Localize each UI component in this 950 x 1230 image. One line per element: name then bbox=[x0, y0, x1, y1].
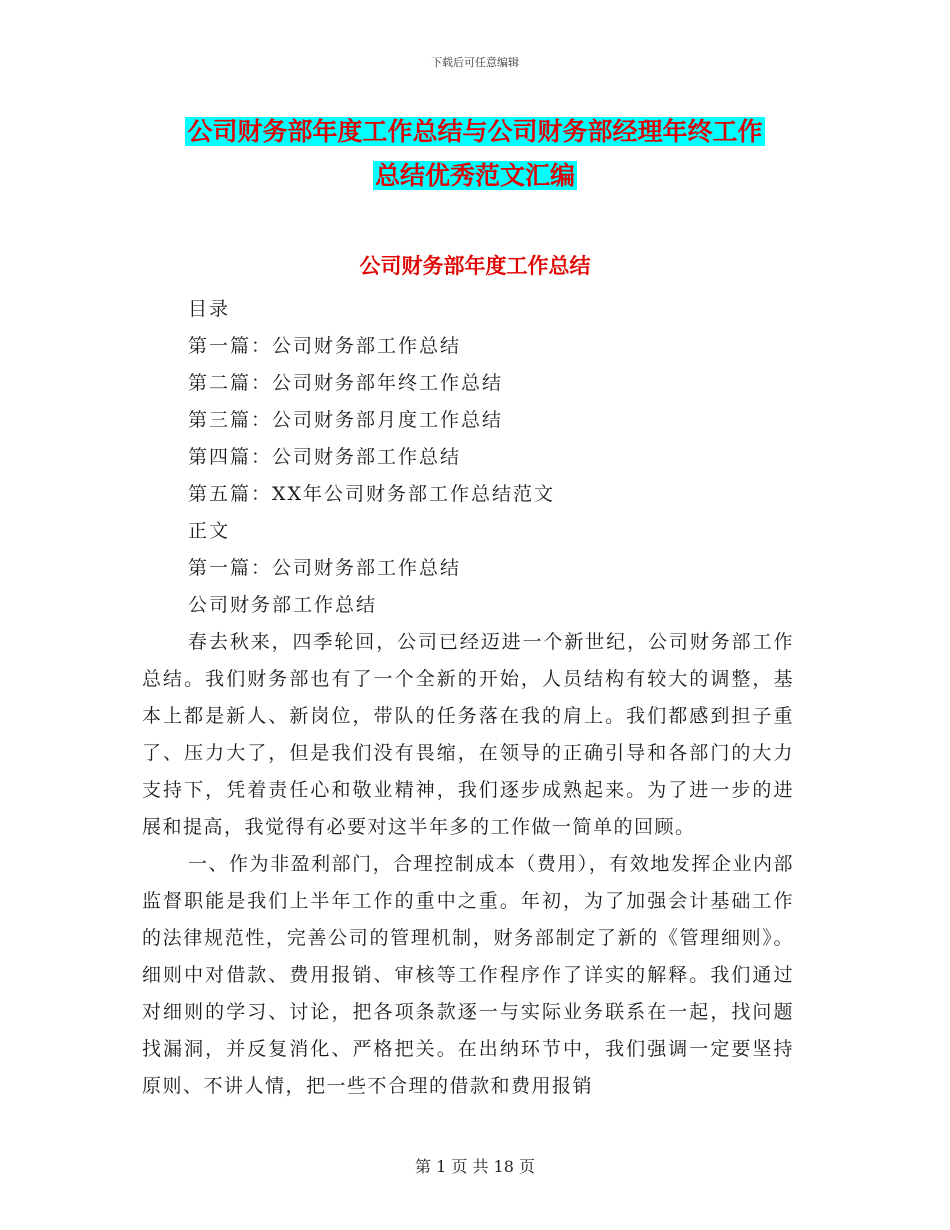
title-line-2: 总结优秀范文汇编 bbox=[374, 161, 575, 190]
table-of-contents bbox=[188, 294, 828, 627]
toc-item: 第三篇：公司财务部月度工作总结 bbox=[188, 409, 504, 431]
chapter-heading: 第一篇：公司财务部工作总结 bbox=[188, 557, 462, 579]
header-note: 下载后可任意编辑 bbox=[431, 56, 519, 69]
page-footer: 第 1 页 共 18 页 bbox=[415, 1157, 535, 1176]
toc-item: 第二篇：公司财务部年终工作总结 bbox=[188, 372, 504, 394]
paragraph: 一、作为非盈利部门，合理控制成本（费用），有效地发挥企业内部监督职能是我们上半年工作的重中之重。年初，为了加强会计基础工作的法律规范性，完善公司的管理机制，财务部制定了新的《管理细则》。细则中对借款、费用报销、审核等工作程序作了详实的解释。我们通过对细则的学习、讨论，把各项条款逐一与实际业务联系在一起，找问题找漏洞，并反复消化、严格把关。在出纳环节中，我们强调一定要坚持原则、不讲人情，把一些不合理的借款和费用报销 bbox=[142, 853, 794, 1097]
body-text bbox=[142, 624, 794, 1105]
toc-item: 第一篇：公司财务部工作总结 bbox=[188, 335, 462, 357]
title-line-1: 公司财务部年度工作总结与公司财务部经理年终工作 bbox=[187, 117, 763, 146]
toc-heading: 目录 bbox=[188, 298, 231, 320]
chapter-subheading: 公司财务部工作总结 bbox=[188, 594, 378, 616]
toc-item: 第五篇：XX年公司财务部工作总结范文 bbox=[188, 483, 556, 505]
section-title: 公司财务部年度工作总结 bbox=[359, 254, 591, 278]
body-heading: 正文 bbox=[188, 520, 231, 542]
paragraph: 春去秋来，四季轮回，公司已经迈进一个新世纪，公司财务部工作总结。我们财务部也有了一个全新的开始，人员结构有较大的调整，基本上都是新人、新岗位，带队的任务落在我的肩上。我们都感到担子重了、压力大了，但是我们没有畏缩，在领导的正确引导和各部门的大力支持下，凭着责任心和敬业精神，我们逐步成熟起来。为了进一步的进展和提高，我觉得有必要对这半年多的工作做一简单的回顾。 bbox=[142, 631, 794, 838]
toc-item: 第四篇：公司财务部工作总结 bbox=[188, 446, 462, 468]
document-title bbox=[0, 110, 950, 198]
